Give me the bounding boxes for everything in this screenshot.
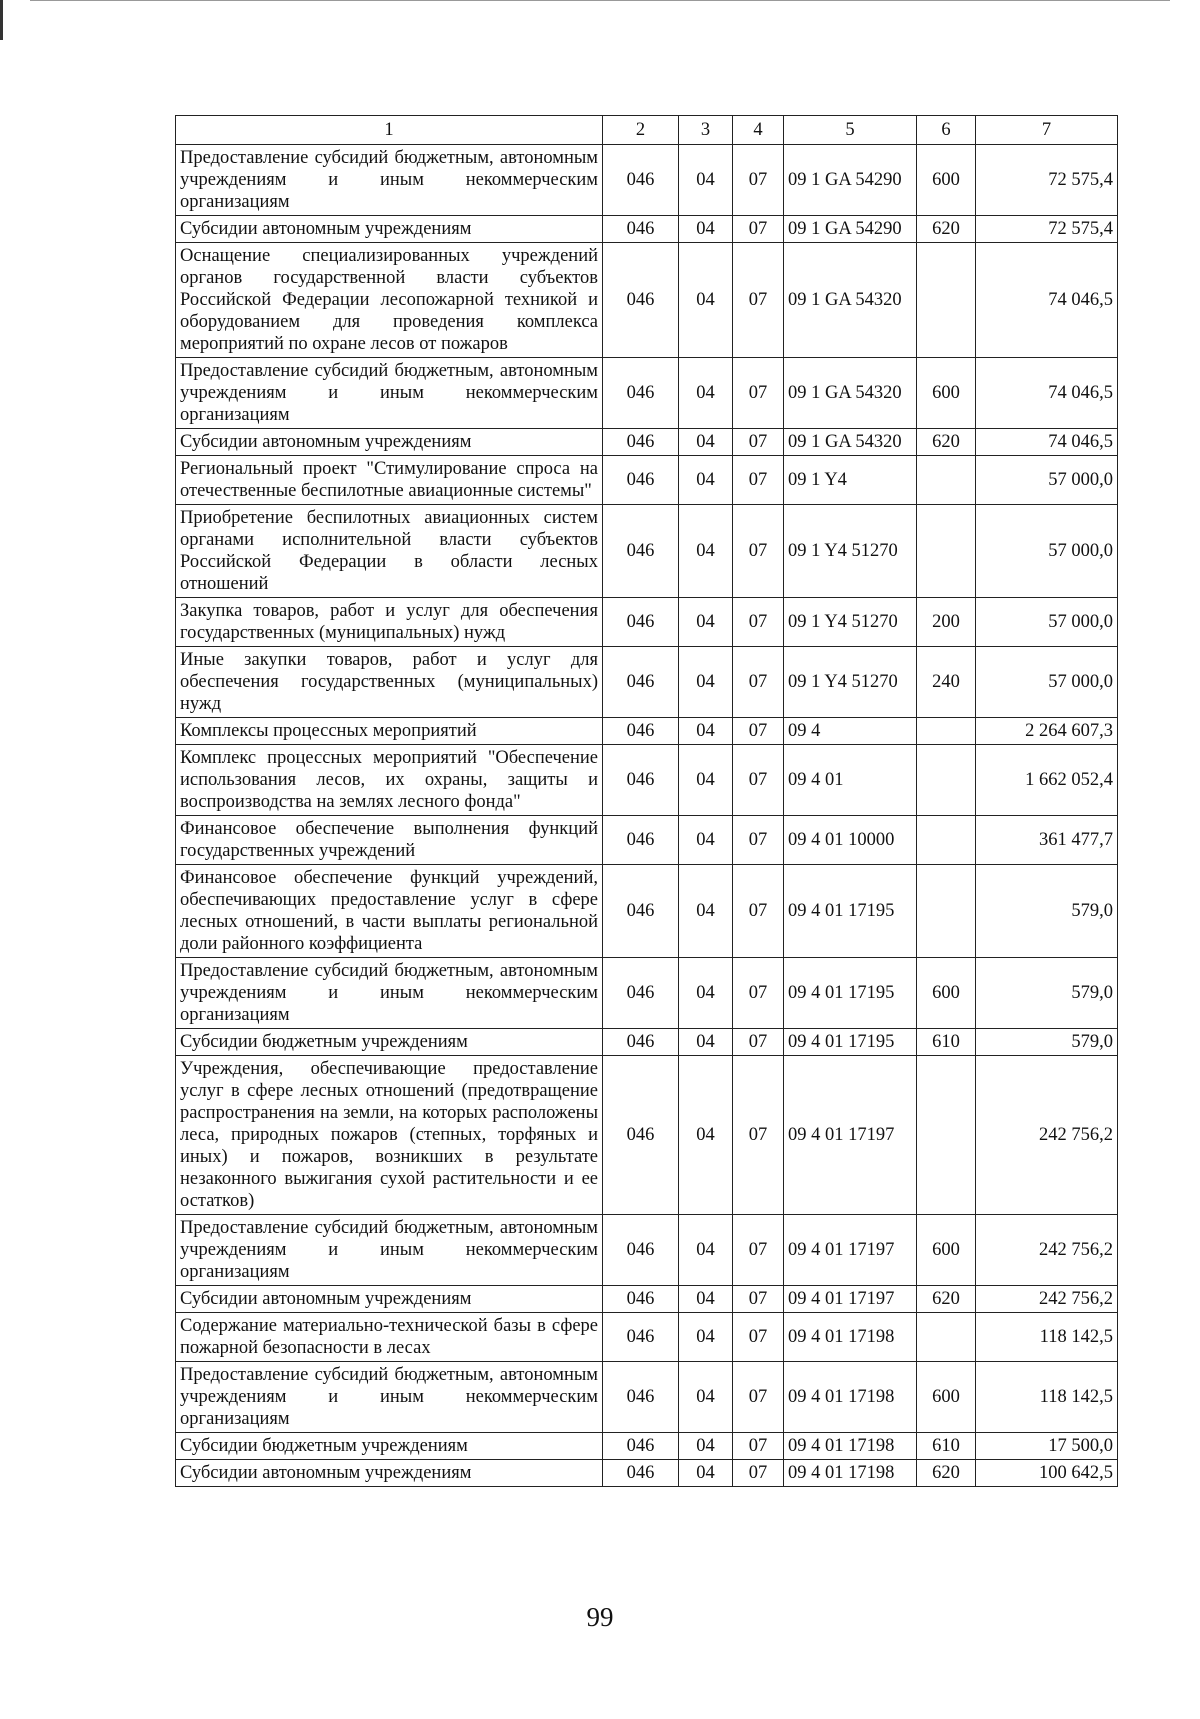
amount-cell: 100 642,5 xyxy=(976,1460,1118,1487)
amount-cell: 74 046,5 xyxy=(976,243,1118,358)
expense-type-cell: 240 xyxy=(917,647,976,718)
section-code-cell: 04 xyxy=(679,429,733,456)
table-row xyxy=(176,505,1118,598)
ministry-code-cell: 046 xyxy=(603,216,679,243)
subsection-code-cell: 07 xyxy=(733,429,784,456)
expense-type-cell: 610 xyxy=(917,1029,976,1056)
row-name-cell: Субсидии автономным учреждениям xyxy=(176,1286,603,1313)
ministry-code-cell: 046 xyxy=(603,1433,679,1460)
amount-cell: 242 756,2 xyxy=(976,1286,1118,1313)
subsection-code-cell: 07 xyxy=(733,718,784,745)
amount-cell: 242 756,2 xyxy=(976,1056,1118,1215)
subsection-code-cell: 07 xyxy=(733,216,784,243)
row-name-cell: Учреждения, обеспечивающие предоставление услуг в сфере лесных отношений (предотвращение распространения на земли, на которых расположены леса, природных пожаров (степных, торфяных и иных) и пожаров, возникших в результате незаконного выжигания сухой растительности и ее остатков) xyxy=(176,1056,603,1215)
table-row xyxy=(176,718,1118,745)
ministry-code-cell: 046 xyxy=(603,1362,679,1433)
scan-edge-mark xyxy=(0,0,3,40)
row-name-cell: Предоставление субсидий бюджетным, автономным учреждениям и иным некоммерческим организациям xyxy=(176,145,603,216)
row-name-cell: Субсидии бюджетным учреждениям xyxy=(176,1433,603,1460)
table-row xyxy=(176,456,1118,505)
target-article-cell: 09 1 GA 54320 xyxy=(784,429,917,456)
target-article-cell: 09 4 01 17198 xyxy=(784,1460,917,1487)
subsection-code-cell: 07 xyxy=(733,1056,784,1215)
target-article-cell: 09 4 01 17197 xyxy=(784,1286,917,1313)
expense-type-cell xyxy=(917,243,976,358)
ministry-code-cell: 046 xyxy=(603,598,679,647)
subsection-code-cell: 07 xyxy=(733,958,784,1029)
row-name-cell: Субсидии бюджетным учреждениям xyxy=(176,1029,603,1056)
target-article-cell: 09 4 01 17198 xyxy=(784,1433,917,1460)
subsection-code-cell: 07 xyxy=(733,1029,784,1056)
amount-cell: 579,0 xyxy=(976,1029,1118,1056)
subsection-code-cell: 07 xyxy=(733,816,784,865)
page-number: 99 xyxy=(586,1602,614,1632)
expense-type-cell: 600 xyxy=(917,145,976,216)
amount-cell: 118 142,5 xyxy=(976,1313,1118,1362)
subsection-code-cell: 07 xyxy=(733,598,784,647)
budget-table xyxy=(175,115,1118,1487)
table-row xyxy=(176,958,1118,1029)
subsection-code-cell: 07 xyxy=(733,145,784,216)
row-name-cell: Содержание материально-технической базы в сфере пожарной безопасности в лесах xyxy=(176,1313,603,1362)
column-header: 3 xyxy=(679,116,733,145)
row-name-cell: Региональный проект "Стимулирование спроса на отечественные беспилотные авиационные системы" xyxy=(176,456,603,505)
ministry-code-cell: 046 xyxy=(603,1056,679,1215)
target-article-cell: 09 1 Y4 51270 xyxy=(784,505,917,598)
section-code-cell: 04 xyxy=(679,647,733,718)
section-code-cell: 04 xyxy=(679,1286,733,1313)
target-article-cell: 09 1 GA 54290 xyxy=(784,216,917,243)
table-row xyxy=(176,598,1118,647)
expense-type-cell xyxy=(917,816,976,865)
target-article-cell: 09 4 01 xyxy=(784,745,917,816)
expense-type-cell xyxy=(917,1313,976,1362)
amount-cell: 72 575,4 xyxy=(976,145,1118,216)
amount-cell: 57 000,0 xyxy=(976,647,1118,718)
row-name-cell: Комплексы процессных мероприятий xyxy=(176,718,603,745)
expense-type-cell xyxy=(917,456,976,505)
amount-cell: 579,0 xyxy=(976,958,1118,1029)
table-row xyxy=(176,1433,1118,1460)
amount-cell: 1 662 052,4 xyxy=(976,745,1118,816)
table-row xyxy=(176,358,1118,429)
target-article-cell: 09 4 01 10000 xyxy=(784,816,917,865)
section-code-cell: 04 xyxy=(679,358,733,429)
row-name-cell: Субсидии автономным учреждениям xyxy=(176,1460,603,1487)
section-code-cell: 04 xyxy=(679,145,733,216)
table-row xyxy=(176,1215,1118,1286)
expense-type-cell: 600 xyxy=(917,1362,976,1433)
ministry-code-cell: 046 xyxy=(603,243,679,358)
amount-cell: 2 264 607,3 xyxy=(976,718,1118,745)
target-article-cell: 09 4 01 17195 xyxy=(784,1029,917,1056)
amount-cell: 74 046,5 xyxy=(976,358,1118,429)
target-article-cell: 09 1 GA 54320 xyxy=(784,358,917,429)
expense-type-cell: 620 xyxy=(917,429,976,456)
row-name-cell: Оснащение специализированных учреждений органов государственной власти субъектов Российской Федерации лесопожарной техникой и оборудованием для проведения комплекса мероприятий по охране лесов от пожаров xyxy=(176,243,603,358)
table-row xyxy=(176,145,1118,216)
table-row xyxy=(176,1460,1118,1487)
target-article-cell: 09 4 01 17197 xyxy=(784,1056,917,1215)
row-name-cell: Финансовое обеспечение выполнения функций государственных учреждений xyxy=(176,816,603,865)
row-name-cell: Предоставление субсидий бюджетным, автономным учреждениям и иным некоммерческим организациям xyxy=(176,1215,603,1286)
target-article-cell: 09 4 xyxy=(784,718,917,745)
row-name-cell: Предоставление субсидий бюджетным, автономным учреждениям и иным некоммерческим организациям xyxy=(176,358,603,429)
section-code-cell: 04 xyxy=(679,1362,733,1433)
section-code-cell: 04 xyxy=(679,718,733,745)
amount-cell: 17 500,0 xyxy=(976,1433,1118,1460)
expense-type-cell: 600 xyxy=(917,358,976,429)
amount-cell: 57 000,0 xyxy=(976,456,1118,505)
subsection-code-cell: 07 xyxy=(733,745,784,816)
subsection-code-cell: 07 xyxy=(733,1433,784,1460)
section-code-cell: 04 xyxy=(679,1313,733,1362)
subsection-code-cell: 07 xyxy=(733,1362,784,1433)
ministry-code-cell: 046 xyxy=(603,816,679,865)
row-name-cell: Предоставление субсидий бюджетным, автономным учреждениям и иным некоммерческим организациям xyxy=(176,958,603,1029)
ministry-code-cell: 046 xyxy=(603,865,679,958)
target-article-cell: 09 1 Y4 xyxy=(784,456,917,505)
ministry-code-cell: 046 xyxy=(603,647,679,718)
expense-type-cell: 200 xyxy=(917,598,976,647)
target-article-cell: 09 4 01 17195 xyxy=(784,865,917,958)
row-name-cell: Иные закупки товаров, работ и услуг для обеспечения государственных (муниципальных) нужд xyxy=(176,647,603,718)
expense-type-cell: 610 xyxy=(917,1433,976,1460)
target-article-cell: 09 4 01 17195 xyxy=(784,958,917,1029)
table-row xyxy=(176,1056,1118,1215)
row-name-cell: Финансовое обеспечение функций учреждений, обеспечивающих предоставление услуг в сфере лесных отношений, в части выплаты региональной доли районного коэффициента xyxy=(176,865,603,958)
expense-type-cell xyxy=(917,1056,976,1215)
row-name-cell: Приобретение беспилотных авиационных систем органами исполнительной власти субъектов Российской Федерации в области лесных отношений xyxy=(176,505,603,598)
target-article-cell: 09 1 Y4 51270 xyxy=(784,647,917,718)
target-article-cell: 09 4 01 17198 xyxy=(784,1362,917,1433)
section-code-cell: 04 xyxy=(679,1215,733,1286)
section-code-cell: 04 xyxy=(679,1433,733,1460)
column-header: 1 xyxy=(176,116,603,145)
expense-type-cell xyxy=(917,718,976,745)
expense-type-cell xyxy=(917,745,976,816)
table-row xyxy=(176,865,1118,958)
amount-cell: 579,0 xyxy=(976,865,1118,958)
amount-cell: 57 000,0 xyxy=(976,505,1118,598)
amount-cell: 72 575,4 xyxy=(976,216,1118,243)
section-code-cell: 04 xyxy=(679,958,733,1029)
expense-type-cell: 620 xyxy=(917,1460,976,1487)
amount-cell: 242 756,2 xyxy=(976,1215,1118,1286)
ministry-code-cell: 046 xyxy=(603,1215,679,1286)
row-name-cell: Предоставление субсидий бюджетным, автономным учреждениям и иным некоммерческим организациям xyxy=(176,1362,603,1433)
ministry-code-cell: 046 xyxy=(603,429,679,456)
column-header: 6 xyxy=(917,116,976,145)
column-header: 4 xyxy=(733,116,784,145)
row-name-cell: Закупка товаров, работ и услуг для обеспечения государственных (муниципальных) нужд xyxy=(176,598,603,647)
ministry-code-cell: 046 xyxy=(603,1029,679,1056)
expense-type-cell: 600 xyxy=(917,958,976,1029)
ministry-code-cell: 046 xyxy=(603,456,679,505)
table-row xyxy=(176,1313,1118,1362)
target-article-cell: 09 1 GA 54290 xyxy=(784,145,917,216)
target-article-cell: 09 1 GA 54320 xyxy=(784,243,917,358)
ministry-code-cell: 046 xyxy=(603,1286,679,1313)
ministry-code-cell: 046 xyxy=(603,145,679,216)
table-body xyxy=(176,145,1118,1487)
amount-cell: 57 000,0 xyxy=(976,598,1118,647)
column-header: 5 xyxy=(784,116,917,145)
expense-type-cell xyxy=(917,865,976,958)
section-code-cell: 04 xyxy=(679,1056,733,1215)
section-code-cell: 04 xyxy=(679,456,733,505)
subsection-code-cell: 07 xyxy=(733,647,784,718)
column-header: 7 xyxy=(976,116,1118,145)
amount-cell: 361 477,7 xyxy=(976,816,1118,865)
section-code-cell: 04 xyxy=(679,1029,733,1056)
subsection-code-cell: 07 xyxy=(733,865,784,958)
row-name-cell: Субсидии автономным учреждениям xyxy=(176,429,603,456)
table-row xyxy=(176,1286,1118,1313)
row-name-cell: Субсидии автономным учреждениям xyxy=(176,216,603,243)
section-code-cell: 04 xyxy=(679,745,733,816)
subsection-code-cell: 07 xyxy=(733,358,784,429)
target-article-cell: 09 4 01 17198 xyxy=(784,1313,917,1362)
subsection-code-cell: 07 xyxy=(733,1286,784,1313)
table-row xyxy=(176,647,1118,718)
table-row xyxy=(176,1029,1118,1056)
section-code-cell: 04 xyxy=(679,505,733,598)
section-code-cell: 04 xyxy=(679,243,733,358)
section-code-cell: 04 xyxy=(679,816,733,865)
table-row xyxy=(176,816,1118,865)
column-header: 2 xyxy=(603,116,679,145)
subsection-code-cell: 07 xyxy=(733,1460,784,1487)
table-row xyxy=(176,216,1118,243)
ministry-code-cell: 046 xyxy=(603,718,679,745)
table-row xyxy=(176,1362,1118,1433)
table-row xyxy=(176,243,1118,358)
ministry-code-cell: 046 xyxy=(603,1460,679,1487)
ministry-code-cell: 046 xyxy=(603,505,679,598)
expense-type-cell: 600 xyxy=(917,1215,976,1286)
subsection-code-cell: 07 xyxy=(733,505,784,598)
section-code-cell: 04 xyxy=(679,216,733,243)
table-row xyxy=(176,429,1118,456)
ministry-code-cell: 046 xyxy=(603,358,679,429)
table-row xyxy=(176,745,1118,816)
expense-type-cell: 620 xyxy=(917,216,976,243)
amount-cell: 118 142,5 xyxy=(976,1362,1118,1433)
subsection-code-cell: 07 xyxy=(733,1313,784,1362)
ministry-code-cell: 046 xyxy=(603,1313,679,1362)
target-article-cell: 09 1 Y4 51270 xyxy=(784,598,917,647)
target-article-cell: 09 4 01 17197 xyxy=(784,1215,917,1286)
expense-type-cell: 620 xyxy=(917,1286,976,1313)
section-code-cell: 04 xyxy=(679,865,733,958)
expense-type-cell xyxy=(917,505,976,598)
section-code-cell: 04 xyxy=(679,1460,733,1487)
row-name-cell: Комплекс процессных мероприятий "Обеспечение использования лесов, их охраны, защиты и воспроизводства на землях лесного фонда" xyxy=(176,745,603,816)
amount-cell: 74 046,5 xyxy=(976,429,1118,456)
scan-top-edge xyxy=(30,0,1170,1)
subsection-code-cell: 07 xyxy=(733,243,784,358)
ministry-code-cell: 046 xyxy=(603,958,679,1029)
subsection-code-cell: 07 xyxy=(733,1215,784,1286)
ministry-code-cell: 046 xyxy=(603,745,679,816)
section-code-cell: 04 xyxy=(679,598,733,647)
table-header-row xyxy=(176,116,1118,145)
subsection-code-cell: 07 xyxy=(733,456,784,505)
